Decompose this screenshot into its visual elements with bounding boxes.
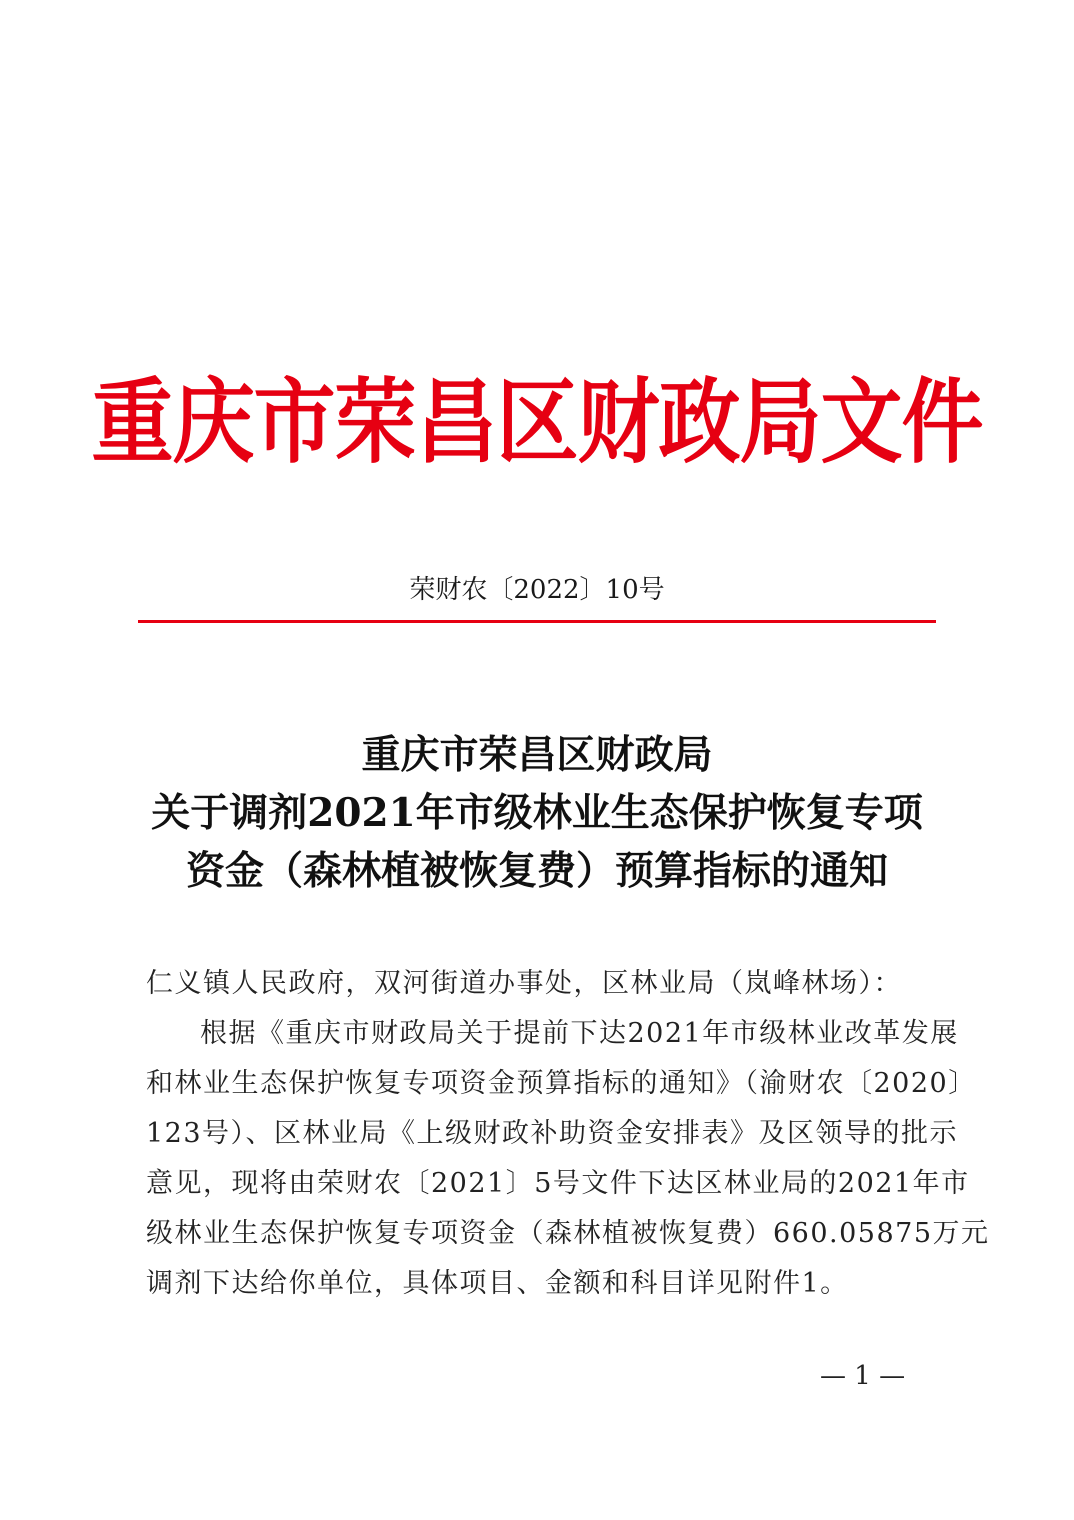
notice-title-line-2: 关于调剂2021年市级林业生态保护恢复专项 — [151, 790, 923, 836]
paragraph-line: 意见，现将由荣财农〔2021〕5号文件下达区林业局的2021年市 — [146, 1168, 970, 1199]
paragraph-line: 调剂下达给你单位，具体项目、金额和科目详见附件1。 — [146, 1268, 849, 1299]
paragraph-line: 和林业生态保护恢复专项资金预算指标的通知》（渝财农〔2020〕 — [146, 1068, 977, 1099]
paragraph-line: 123号）、区林业局《上级财政补助资金安排表》及区领导的批示 — [146, 1118, 959, 1149]
masthead-title: 重庆市荣昌区财政局文件 — [91, 369, 983, 477]
red-divider-line — [138, 620, 936, 623]
document-number: 荣财农〔2022〕10号 — [409, 575, 665, 605]
paragraph-line: 级林业生态保护恢复专项资金（森林植被恢复费）660.05875万元 — [146, 1218, 990, 1249]
salutation: 仁义镇人民政府，双河街道办事处，区林业局（岚峰林场）： — [146, 968, 902, 999]
notice-title-line-1: 重庆市荣昌区财政局 — [361, 732, 713, 778]
page-number: — 1 — — [820, 1361, 906, 1391]
paragraph-line: 根据《重庆市财政局关于提前下达2021年市级林业改革发展 — [200, 1018, 959, 1049]
notice-title-line-3: 资金（森林植被恢复费）预算指标的通知 — [185, 848, 888, 894]
